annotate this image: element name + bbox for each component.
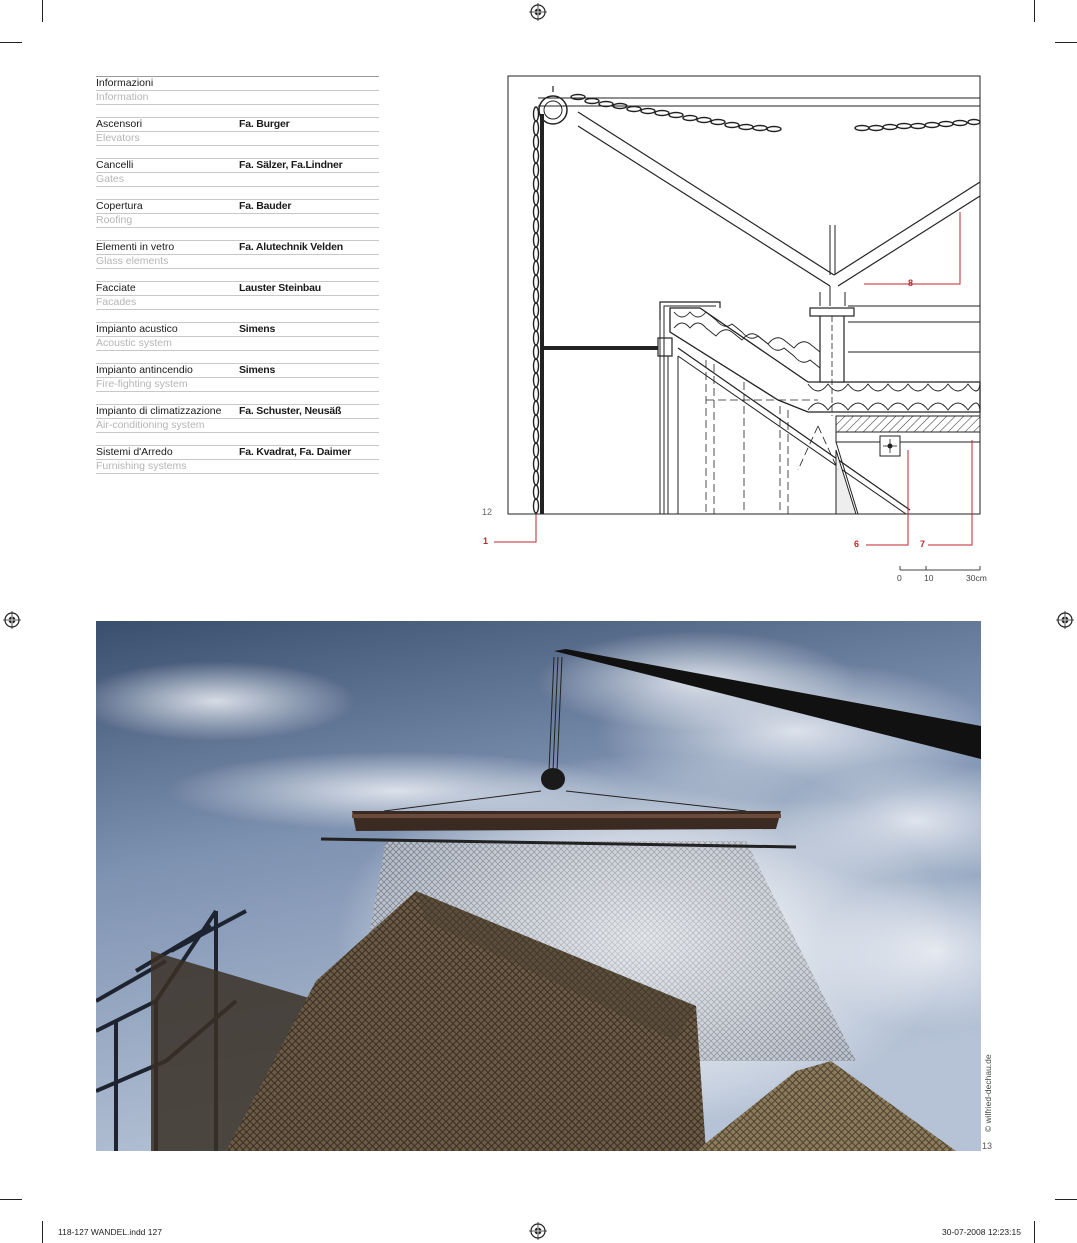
- info-header-english: Information: [96, 91, 149, 103]
- info-value: Fa. Burger: [239, 118, 290, 130]
- registration-mark-icon: [1056, 611, 1074, 629]
- crop-mark-top-left-h: [0, 42, 22, 43]
- info-entry-english-row: [96, 214, 379, 228]
- callout-7: 7: [920, 539, 926, 549]
- divider: [96, 351, 379, 364]
- info-entry-row: [96, 241, 379, 255]
- info-entry-row: [96, 159, 379, 173]
- figure-number-13: 13: [982, 1141, 993, 1151]
- callout-1: 1: [483, 536, 489, 546]
- crop-mark-top-left: [42, 0, 43, 22]
- photo-credit: © wilfried-dechau.de: [983, 1054, 993, 1132]
- info-label-english: Acoustic system: [96, 337, 172, 349]
- info-label-english: Fire-fighting system: [96, 378, 188, 390]
- crop-mark-bottom-left: [42, 1221, 43, 1243]
- info-entry-row: [96, 364, 379, 378]
- info-entry: [96, 282, 379, 323]
- footer-file-info: 118-127 WANDEL.indd 127: [58, 1227, 162, 1237]
- info-label-english: Facades: [96, 296, 137, 308]
- info-entry-english-row: [96, 132, 379, 146]
- crop-mark-bottom-right: [1034, 1221, 1035, 1243]
- crop-mark-top-right: [1034, 0, 1035, 22]
- info-entry: [96, 364, 379, 405]
- info-label-italian: Elementi in vetro: [96, 241, 175, 253]
- registration-mark-icon: [3, 611, 21, 629]
- scale-label-0: 0: [897, 573, 902, 583]
- figure-number-12: 12: [482, 507, 493, 517]
- construction-photo: [96, 621, 981, 1151]
- info-label-italian: Impianto di climatizzazione: [96, 405, 222, 417]
- info-value: Simens: [239, 323, 276, 335]
- info-label-italian: Sistemi d'Arredo: [96, 446, 173, 458]
- info-rows: [96, 118, 379, 474]
- crop-mark-bottom-left-h: [0, 1199, 22, 1200]
- info-entry: [96, 241, 379, 282]
- info-entry-english-row: [96, 337, 379, 351]
- registration-mark-icon: [529, 3, 547, 21]
- divider: [96, 433, 379, 446]
- info-label-italian: Impianto antincendio: [96, 364, 193, 376]
- info-entry-row: [96, 446, 379, 460]
- info-label-italian: Ascensori: [96, 118, 143, 130]
- callout-8: 8: [908, 278, 914, 288]
- info-header-italian: Informazioni: [96, 77, 154, 89]
- info-entry-row: [96, 405, 379, 419]
- info-entry: [96, 446, 379, 474]
- info-value: Fa. Sälzer, Fa.Lindner: [239, 159, 343, 171]
- registration-mark-icon: [529, 1222, 547, 1240]
- information-table: [96, 76, 379, 474]
- info-value: Fa. Schuster, Neusäß: [239, 405, 342, 417]
- divider: [96, 310, 379, 323]
- info-entry: [96, 323, 379, 364]
- info-header-english-row: [96, 91, 379, 105]
- footer-timestamp: 30-07-2008 12:23:15: [942, 1227, 1021, 1237]
- info-entry: [96, 118, 379, 159]
- info-value: Simens: [239, 364, 276, 376]
- info-label-english: Roofing: [96, 214, 133, 226]
- info-entry-row: [96, 282, 379, 296]
- section-drawing: [478, 70, 998, 590]
- info-header-block: [96, 76, 379, 118]
- info-label-english: Glass elements: [96, 255, 169, 267]
- info-entry-row: [96, 323, 379, 337]
- scale-label-10: 10: [924, 573, 934, 583]
- callout-6: 6: [854, 539, 860, 549]
- info-label-english: Air-conditioning system: [96, 419, 205, 431]
- divider: [96, 392, 379, 405]
- info-value: Fa. Bauder: [239, 200, 292, 212]
- divider: [96, 269, 379, 282]
- info-entry-english-row: [96, 419, 379, 433]
- scale-label-30cm: 30cm: [966, 573, 987, 583]
- divider: [96, 187, 379, 200]
- info-header-row: [96, 77, 379, 91]
- info-entry: [96, 159, 379, 200]
- info-value: Lauster Steinbau: [239, 282, 321, 294]
- info-label-italian: Impianto acustico: [96, 323, 178, 335]
- info-label-italian: Cancelli: [96, 159, 134, 171]
- info-label-italian: Copertura: [96, 200, 143, 212]
- crop-mark-top-right-h: [1055, 42, 1077, 43]
- crop-mark-bottom-right-h: [1055, 1199, 1077, 1200]
- info-entry-english-row: [96, 173, 379, 187]
- info-value: Fa. Alutechnik Velden: [239, 241, 343, 253]
- divider: [96, 105, 379, 118]
- info-label-english: Elevators: [96, 132, 140, 144]
- crane-and-mesh-building-image: [96, 621, 981, 1151]
- info-entry-row: [96, 200, 379, 214]
- info-entry: [96, 405, 379, 446]
- info-entry-row: [96, 118, 379, 132]
- divider: [96, 228, 379, 241]
- info-label-english: Gates: [96, 173, 125, 185]
- info-entry-english-row: [96, 296, 379, 310]
- info-entry-english-row: [96, 460, 379, 474]
- info-value: Fa. Kvadrat, Fa. Daimer: [239, 446, 352, 458]
- info-label-italian: Facciate: [96, 282, 136, 294]
- info-entry-english-row: [96, 255, 379, 269]
- info-entry: [96, 200, 379, 241]
- info-entry-english-row: [96, 378, 379, 392]
- construction-detail-drawing: [478, 70, 998, 590]
- info-label-english: Furnishing systems: [96, 460, 187, 472]
- divider: [96, 146, 379, 159]
